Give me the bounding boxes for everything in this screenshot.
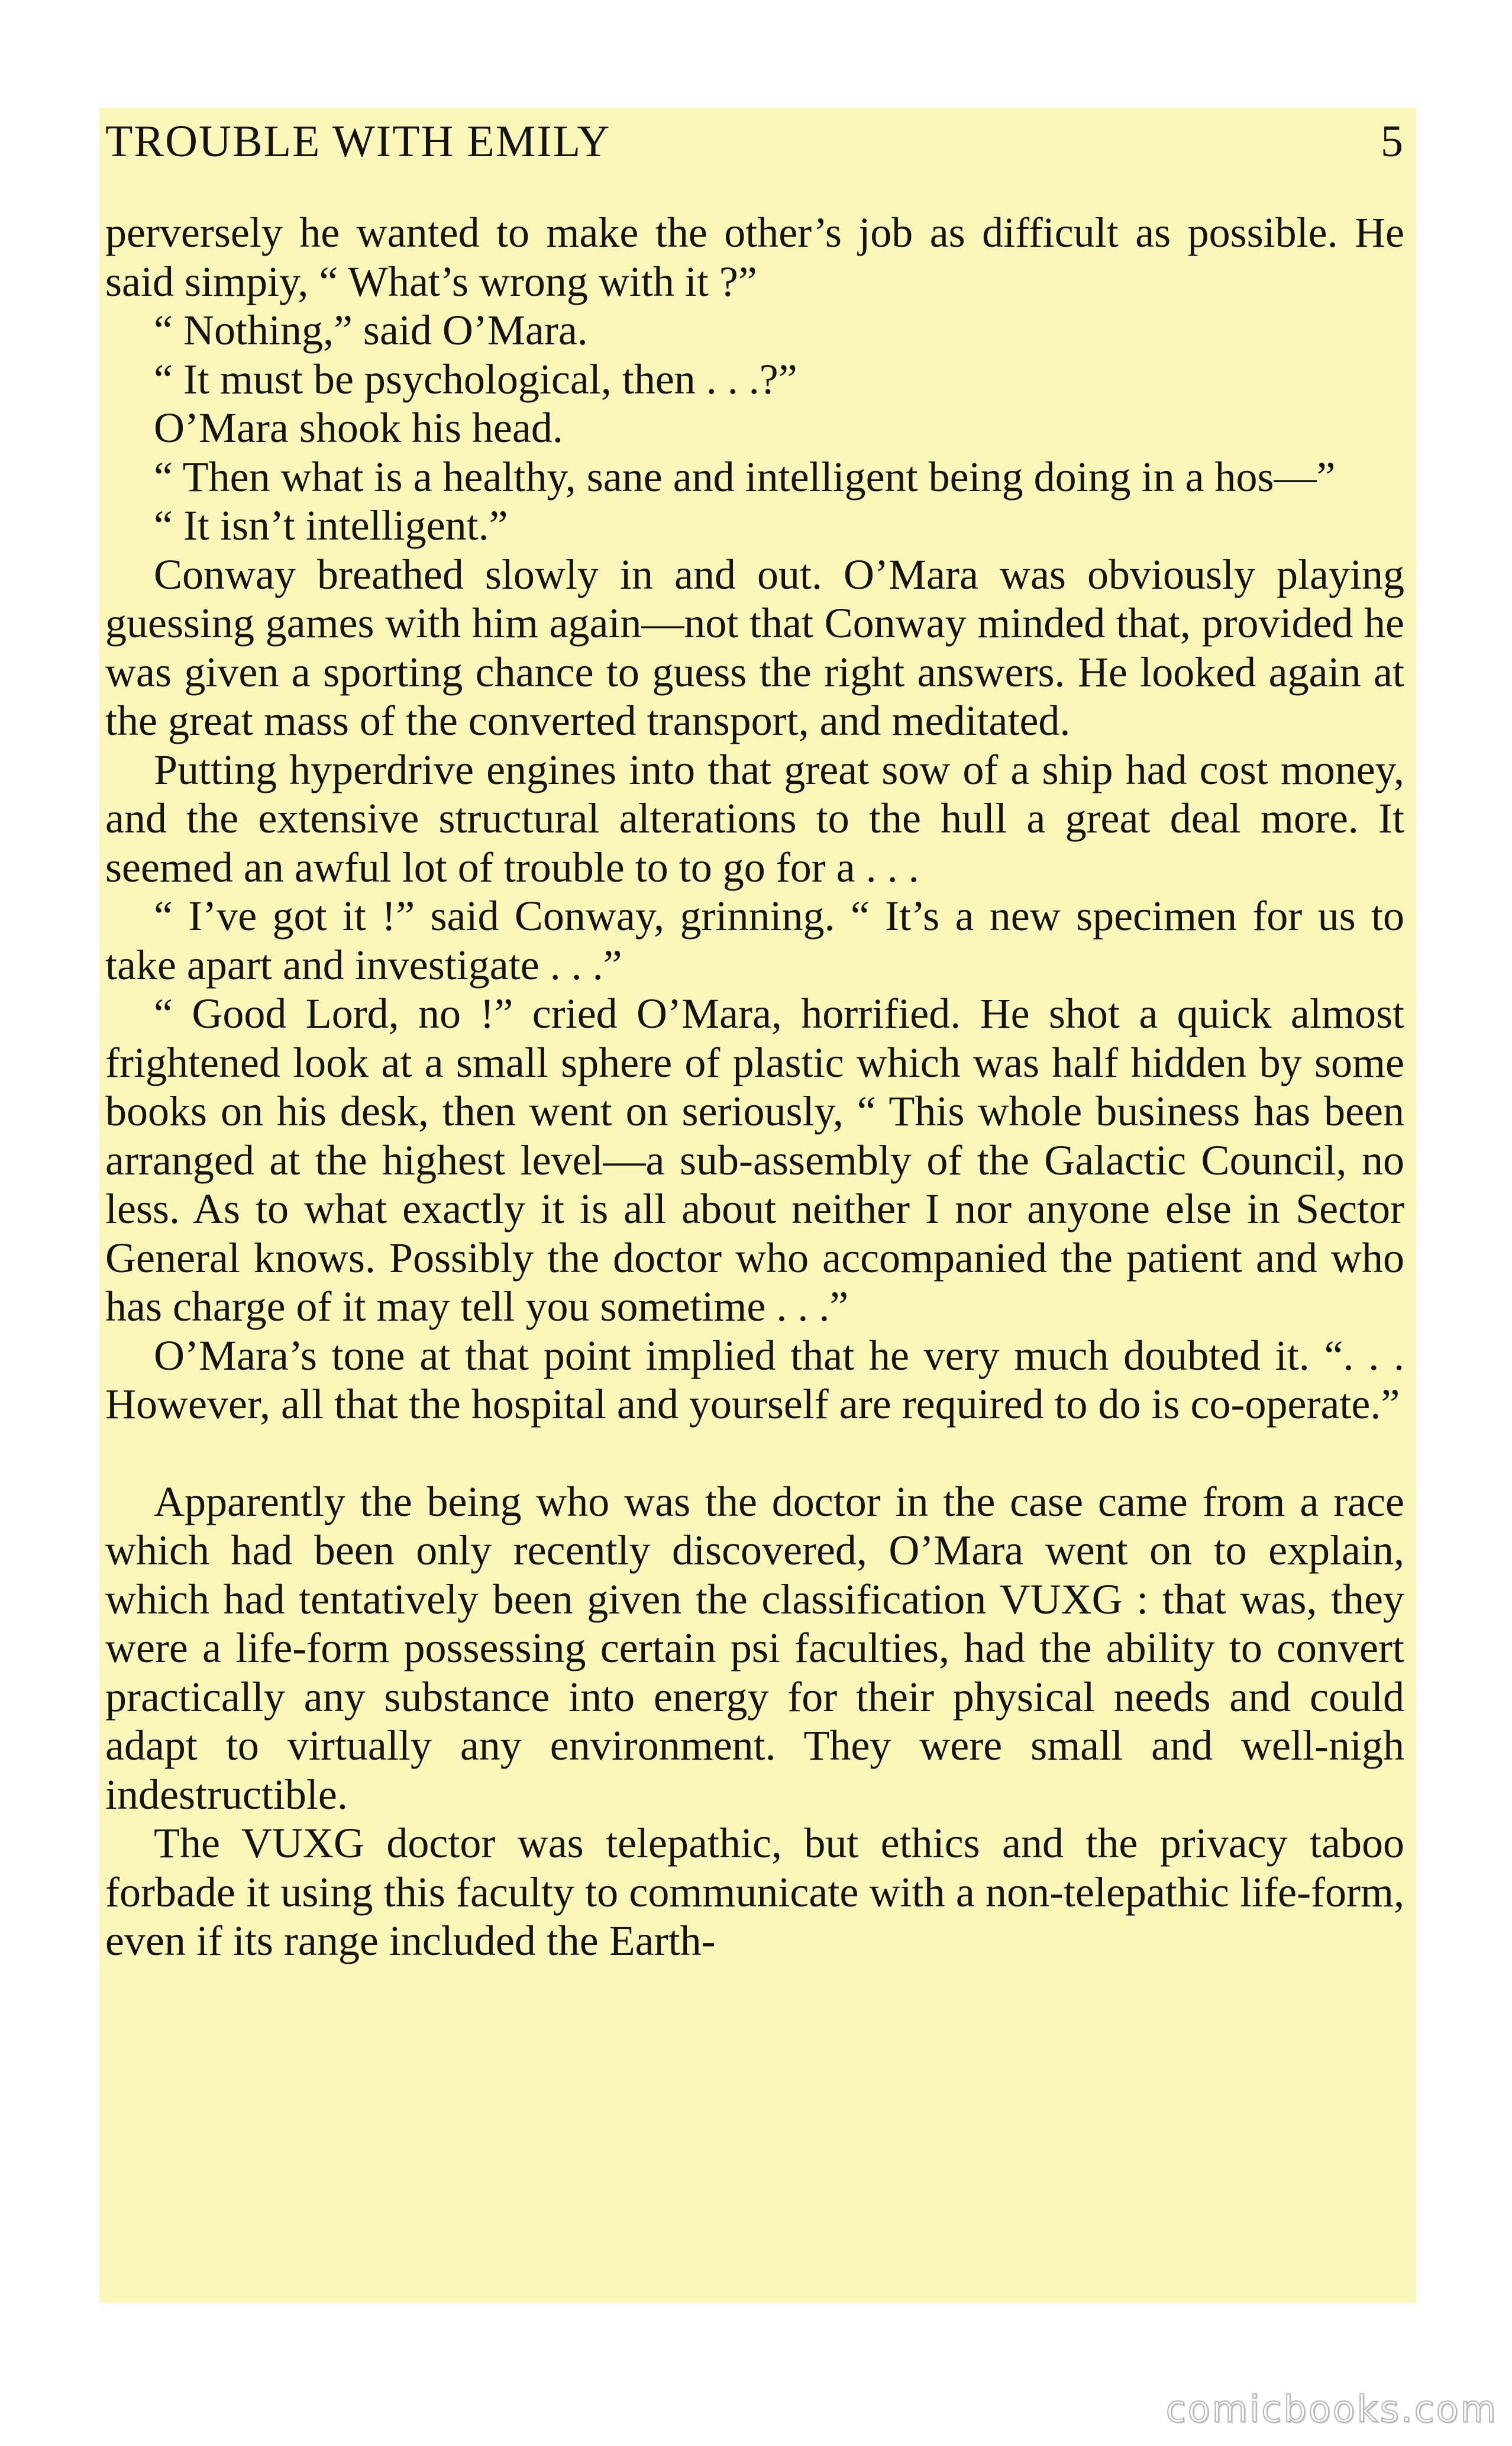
paragraph: “ Good Lord, no !” cried O’Mara, horrified. He shot a quick almost frightened look at a small sphere of plastic which was half hidden by some books on his desk, then went on seriously, “ This whole business has been arranged at the highest level—a sub-assembly of the Galactic Council, no less. As to what exactly it is all about neither I nor anyone else in Sector General knows. Possibly the doctor who accompanied the patient and who has charge of it may tell you sometime . . .” [105,990,1404,1330]
paragraph: Putting hyperdrive engines into that great sow of a ship had cost money, and the extensive structural alterations to the hull a great deal more. It seemed an awful lot of trouble to to go for a . . . [105,746,1404,891]
paragraph: O’Mara shook his head. [154,404,563,451]
paragraph: perversely he wanted to make the other’s job as difficult as possible. He said simpiy, “ What’s wrong with it ?” [105,209,1404,305]
paragraph: “ Then what is a healthy, sane and intelligent being doing in a hos—” [154,453,1336,501]
paragraph: Apparently the being who was the doctor in the case came from a race which had been only recently discovered, O’Mara went on to explain, which had tentatively been given the classification VUXG : that was, they were a life-form possessing certain psi faculties, had the ability to convert practically any substance into energy for their physical needs and could adapt to virtually any environment. They were small and well-nigh indestructible. [105,1477,1404,1818]
book-page [99,108,1416,2303]
running-header [105,116,1404,175]
paragraph: The VUXG doctor was telepathic, but ethics and the privacy taboo forbade it using this faculty to communicate with a non-telepathic life-form, even if its range included the Earth- [105,1819,1404,1964]
running-title: TROUBLE WITH EMILY [105,117,611,166]
paragraph: Conway breathed slowly in and out. O’Mara was obviously playing guessing games with him again—not that Conway minded that, provided he was given a sporting chance to guess the right answers. He looked again at the great mass of the converted transport, and meditated. [105,550,1404,744]
body-text [105,208,1404,1966]
paragraph: “ Nothing,” said O’Mara. [154,306,588,354]
paragraph: “ It isn’t intelligent.” [154,502,508,549]
paragraph: “ I’ve got it !” said Conway, grinning. “ It’s a new specimen for us to take apart and investigate . . .” [105,892,1404,989]
paragraph: O’Mara’s tone at that point implied that he very much doubted it. “. . . However, all that the hospital and yourself are required to do is co-operate.” [105,1331,1404,1428]
paragraph: “ It must be psychological, then . . .?” [154,355,797,403]
page-number: 5 [1381,117,1404,166]
site-watermark: comicbooks.com [1165,2387,1498,2431]
